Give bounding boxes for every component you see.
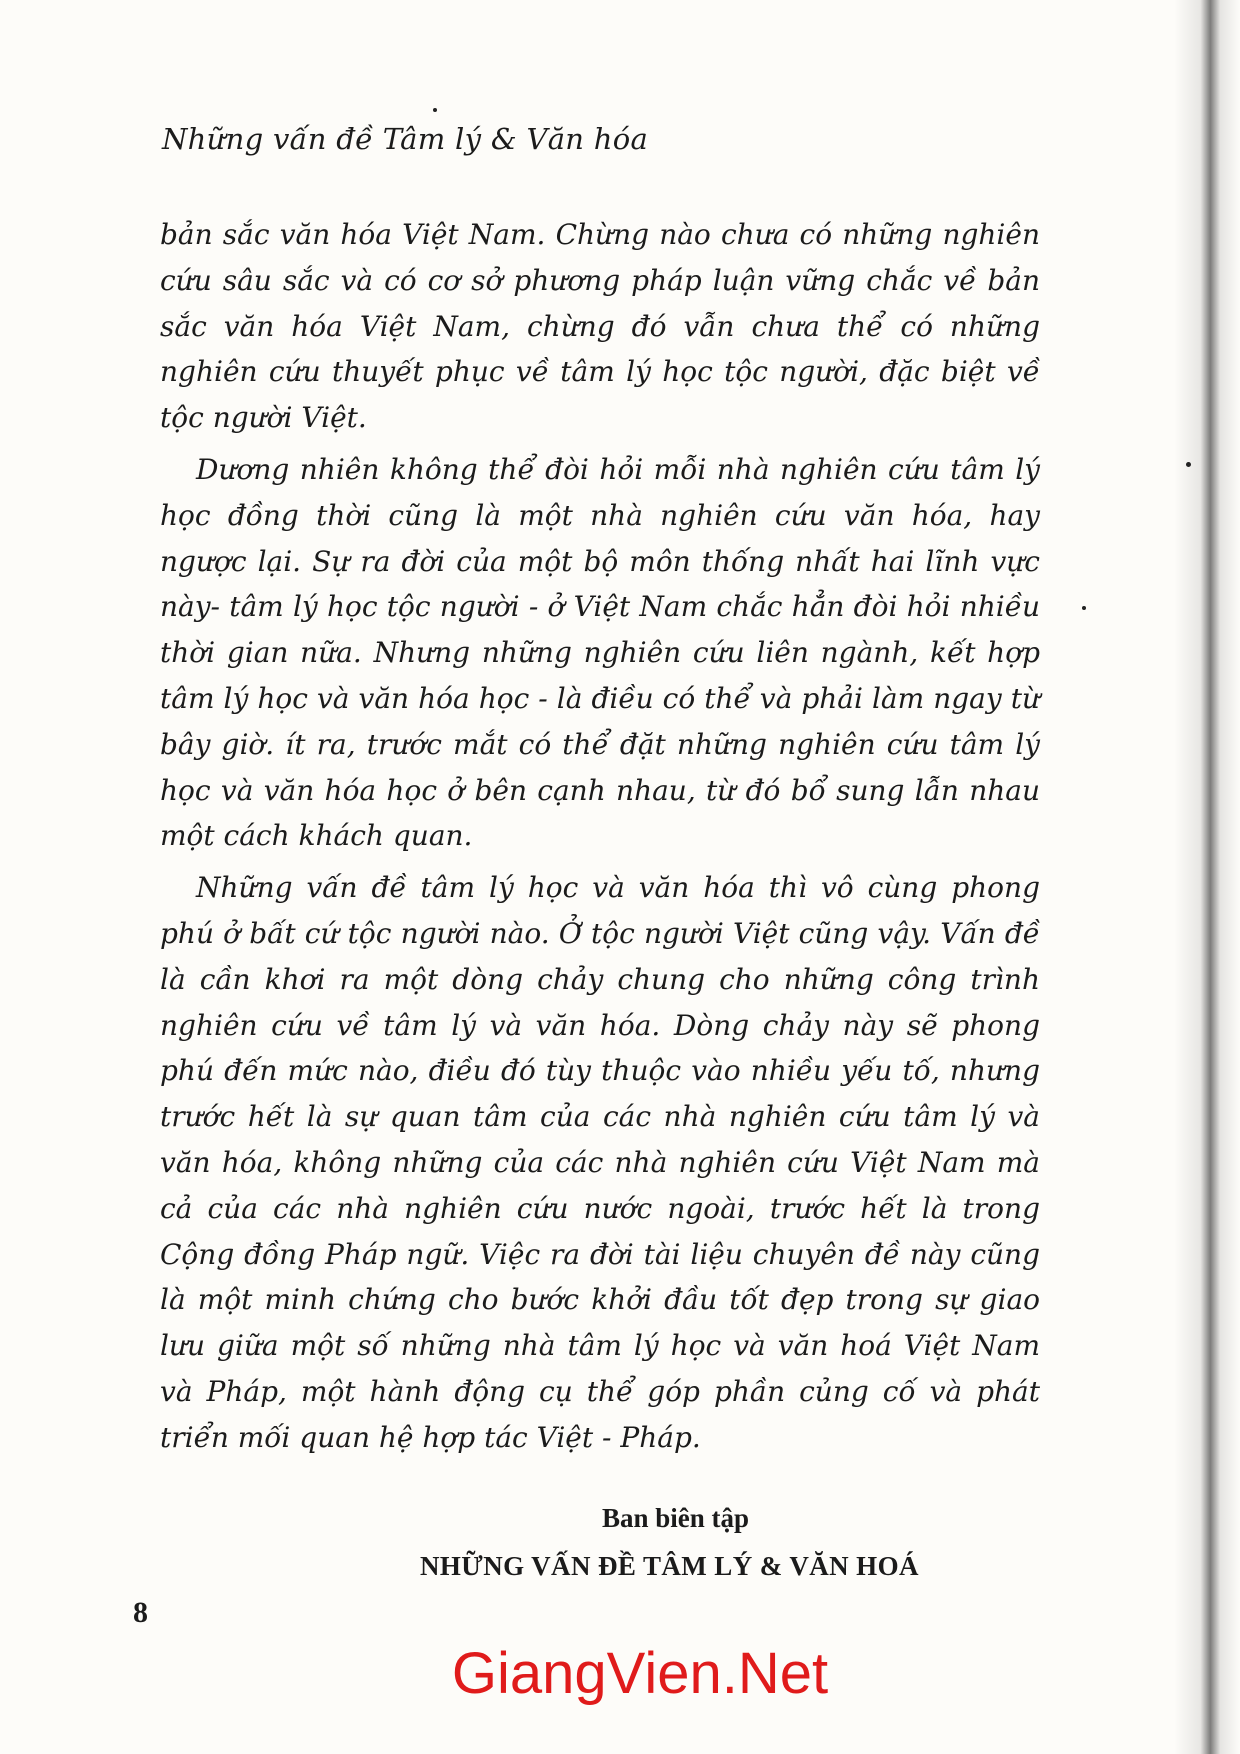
scan-speck xyxy=(1082,606,1086,610)
paragraph-continuation: bản sắc văn hóa Việt Nam. Chừng nào chưa có những nghiên cứu sâu sắc và có cơ sở phương pháp luận vững chắc về bản sắc văn hóa Việt Nam, chừng đó vẫn chưa thể có những nghiên cứu thuyết phục về tâm lý học tộc người, đặc biệt về tộc người Việt. xyxy=(160,218,1040,435)
watermark: GiangVien.Net xyxy=(451,1641,829,1706)
scan-speck xyxy=(433,108,437,112)
running-header: Những vấn đề Tâm lý & Văn hóa xyxy=(162,122,649,156)
paragraph: Những vấn đề tâm lý học và văn hóa thì vô cùng phong phú ở bất cứ tộc người nào. Ở tộc người Việt cũng vậy. Vấn đề là cần khơi ra một dòng chảy chung cho những công trình nghiên cứu về tâm lý và văn hóa. Dòng chảy này sẽ phong phú đến mức nào, điều đó tùy thuộc vào nhiều yếu tố, nhưng trước hết là sự quan tâm của các nhà nghiên cứu tâm lý và văn hóa, không những của các nhà nghiên cứu Việt Nam mà cả của các nhà nghiên cứu nước ngoài, trước hết là trong Cộng đồng Pháp ngữ. Việc ra đời tài liệu chuyên đề này cũng là một minh chứng cho bước khởi đầu tốt đẹp trong sự giao lưu giữa một số những nhà tâm lý học và văn hoá Việt Nam và Pháp, một hành động cụ thể góp phần củng cố và phát triển mối quan hệ hợp tác Việt - Pháp. xyxy=(160,871,1040,1454)
scan-speck xyxy=(1186,462,1191,467)
series-title: NHỮNG VẤN ĐỀ TÂM LÝ & VĂN HOÁ xyxy=(420,1551,919,1581)
paragraph: Dương nhiên không thể đòi hỏi mỗi nhà nghiên cứu tâm lý học đồng thời cũng là một nhà nghiên cứu văn hóa, hay ngược lại. Sự ra đời của một bộ môn thống nhất hai lĩnh vực này- tâm lý học tộc người - ở Việt Nam chắc hẳn đòi hỏi nhiều thời gian nữa. Nhưng những nghiên cứu liên ngành, kết hợp tâm lý học và văn hóa học - là điều có thể và phải làm ngay từ bây giờ. ít ra, trước mắt có thể đặt những nghiên cứu tâm lý học và văn hóa học ở bên cạnh nhau, từ đó bổ sung lẫn nhau một cách khách quan. xyxy=(160,452,1040,853)
page-number: 8 xyxy=(133,1596,148,1629)
body-text xyxy=(160,212,1040,1467)
editorial-board-label: Ban biên tập xyxy=(602,1503,750,1533)
page-edge-shadow xyxy=(1174,0,1240,1754)
